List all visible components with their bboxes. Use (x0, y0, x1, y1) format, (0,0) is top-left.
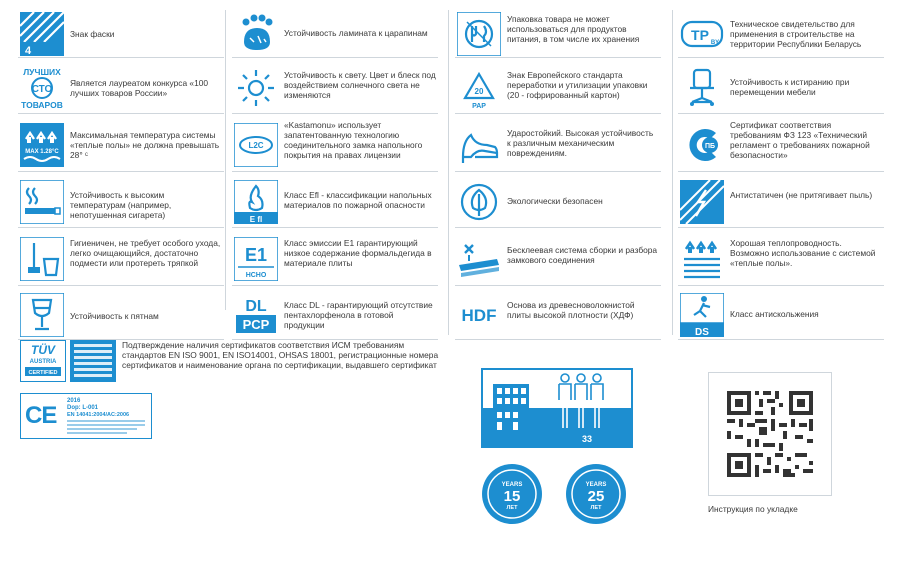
e1-emission-icon (234, 237, 278, 281)
feature-row-e1 (232, 232, 438, 286)
antislip-icon (680, 293, 724, 337)
tuv-section (18, 338, 448, 388)
tp-by-icon (680, 12, 724, 56)
feature-row-antislip (678, 290, 884, 340)
qr-caption: Инструкция по укладке (708, 504, 798, 514)
feature-text: Упаковка товара не может использоваться для продуктов питания, в том числе их хранения (507, 14, 640, 44)
feature-row-impact (455, 118, 661, 172)
no-food-icon (457, 12, 501, 56)
ds-label: DS (695, 327, 709, 337)
ce-mark: CE (25, 402, 57, 429)
wine-glass-icon (20, 293, 64, 337)
feature-row-conductivity (678, 232, 884, 286)
efl-label: E fl (249, 215, 263, 224)
feature-row-efl (232, 176, 438, 228)
tuv-logo-bot: CERTIFIED (28, 370, 58, 376)
warranty-years-label: YEARS (501, 482, 523, 488)
office-chair-icon (680, 66, 724, 110)
by-label: BY (710, 40, 720, 46)
l2c-label: L2C (248, 141, 264, 150)
best-goods-icon (20, 66, 64, 110)
warranty-years-number: 25 (587, 488, 605, 505)
feature-row-not-food (455, 10, 661, 58)
feature-text: Гигиеничен, не требует особого ухода, легко очищающийся, достаточно подмести или протереть тряпкой (70, 238, 221, 268)
feature-text: Устойчивость ламината к царапинам (284, 28, 428, 38)
best-top-label: ЛУЧШИХ (23, 67, 61, 77)
warranty-years-label: YEARS (585, 482, 607, 488)
feature-text: «Kastamonu» использует запатентованную технологию соединительного замка напольного покрытия на правах лицензии (284, 120, 423, 160)
feature-row-chamfer (18, 10, 224, 58)
ce-dop: Dop: L-001 (67, 405, 99, 411)
warranty-badge-15 (481, 463, 543, 525)
tuv-text: Подтверждение наличия сертификатов соответствия ИСМ требованиям стандартов EN ISO 9001, EN ISO14001, OHSAS 18001, регистрационные номера сертификатов и наименование органа по сертификации, выдавшего сертификат (122, 340, 439, 370)
feature-row-hdf (455, 290, 661, 340)
feature-row-scratch (232, 10, 438, 58)
feature-row-l2c (232, 118, 438, 172)
qr-code[interactable] (709, 373, 831, 495)
tuv-logo-top: TÜV (31, 343, 55, 357)
feature-row-max-temp (18, 118, 224, 172)
floor-heating-icon (20, 123, 64, 167)
cigarette-icon (20, 180, 64, 224)
feature-text: Основа из древесноволокнистой плиты высокой плотности (ХДФ) (507, 300, 635, 320)
ce-badge (20, 393, 152, 439)
feature-row-eco (455, 176, 661, 228)
warranty-badge-25 (565, 463, 627, 525)
ce-standard: EN 14041:2004/AC:2006 (67, 412, 130, 418)
column-divider (448, 10, 449, 335)
feature-row-100-best (18, 62, 224, 114)
feature-text: Устойчивость к пятнам (70, 311, 159, 321)
ce-year: 2016 (67, 398, 81, 404)
warranty-years-unit: ЛЕТ (590, 505, 602, 511)
feature-text: Знак фаски (70, 29, 115, 39)
feature-text: Знак Европейского стандарта переработки и утилизации упаковки (20 - гофрированный картон) (507, 70, 648, 100)
max-temp-label: MAX 1.28°C (25, 149, 59, 155)
feature-row-fire-cert (678, 118, 884, 172)
heat-arrows-icon (680, 237, 724, 281)
feature-text: Ударостойкий. Высокая устойчивость к различным механическим повреждениям. (507, 128, 654, 158)
feature-row-stain (18, 290, 224, 340)
hdf-icon (457, 293, 501, 337)
column-divider (672, 10, 673, 335)
dl-pcp-icon (234, 293, 278, 337)
mop-bucket-icon (20, 237, 64, 281)
feature-text: Устойчивость к истиранию при перемещении мебели (730, 77, 850, 97)
paw-icon (234, 12, 278, 56)
feature-text: Антистатичен (не притягивает пыль) (730, 190, 873, 200)
hcho-label: НСНО (245, 272, 267, 279)
feature-text: Класс Efl - классификации напольных материалов по пожарной опасности (284, 190, 432, 210)
tuv-cert-block (70, 340, 116, 382)
glueless-lock-icon (457, 237, 501, 281)
feature-row-furniture (678, 62, 884, 114)
pap-number: 20 (474, 87, 484, 96)
pap-label: PAP (472, 103, 486, 110)
dl-label: DL (245, 298, 267, 315)
feature-text: Хорошая теплопроводность. Возможно использование с системой «теплые полы». (730, 238, 876, 268)
high-heel-icon (457, 123, 501, 167)
feature-text: Максимальная температура системы «теплые полы» не должна превышать 28° ᶜ (70, 130, 220, 160)
best-mid-label: СТО (31, 84, 53, 95)
chamfer-number: 4 (25, 45, 32, 56)
warranty-years-number: 15 (503, 488, 521, 505)
leaf-icon (457, 180, 501, 224)
fire-cert-icon (680, 123, 724, 167)
qr-block (708, 372, 832, 496)
feature-text: Класс антискольжения (730, 309, 819, 319)
tp-label: TP (691, 27, 709, 43)
l2c-lock-icon (234, 123, 278, 167)
tuv-logo (20, 340, 66, 382)
feature-text: Класс эмиссии E1 гарантирующий низкое содержание формальдегида в материале плиты (284, 238, 432, 268)
usage-class-badge (481, 368, 633, 448)
chamfer-icon (20, 12, 64, 56)
feature-text: Устойчивость к высоким температурам (например, непотушенная сигарета) (70, 190, 172, 220)
flame-class-icon (234, 180, 278, 224)
column-divider (225, 10, 226, 310)
e1-label: E1 (244, 245, 268, 265)
feature-row-glueless (455, 232, 661, 286)
best-bot-label: ТОВАРОВ (21, 100, 63, 110)
usage-class-number: 33 (581, 434, 593, 444)
feature-row-antistatic (678, 176, 884, 228)
sun-icon (234, 66, 278, 110)
feature-text: Бесклеевая система сборки и разбора замкового соединения (507, 245, 658, 265)
hdf-label: HDF (461, 306, 497, 325)
feature-text: Экологически безопасен (507, 196, 603, 206)
antistatic-icon (680, 180, 724, 224)
warranty-years-unit: ЛЕТ (506, 505, 518, 511)
feature-row-light (232, 62, 438, 114)
fire-cert-label: ПБ (704, 143, 716, 150)
feature-text: Устойчивость к свету. Цвет и блеск под воздействием солнечного света не изменяются (284, 70, 436, 100)
feature-text: Является лауреатом конкурса «100 лучших товаров России» (70, 78, 209, 98)
feature-row-heat-resistance (18, 176, 224, 228)
feature-row-hygienic (18, 232, 224, 286)
pcp-label: PCP (242, 317, 270, 332)
feature-text: Класс DL - гарантирующий отсутствие пентахлорфенола в готовой продукции (284, 300, 433, 330)
feature-text: Техническое свидетельство для применения в строительстве на территории Республики Беларусь (730, 19, 862, 49)
feature-row-pap (455, 62, 661, 114)
feature-text: Сертификат соответствия требованиям ФЗ 123 «Технический регламент о требованиях пожарной безопасности» (730, 120, 870, 160)
feature-row-tp-by (678, 10, 884, 58)
tuv-logo-mid: AUSTRIA (29, 359, 57, 365)
feature-row-dl (232, 290, 438, 340)
recycle-icon (457, 66, 501, 110)
